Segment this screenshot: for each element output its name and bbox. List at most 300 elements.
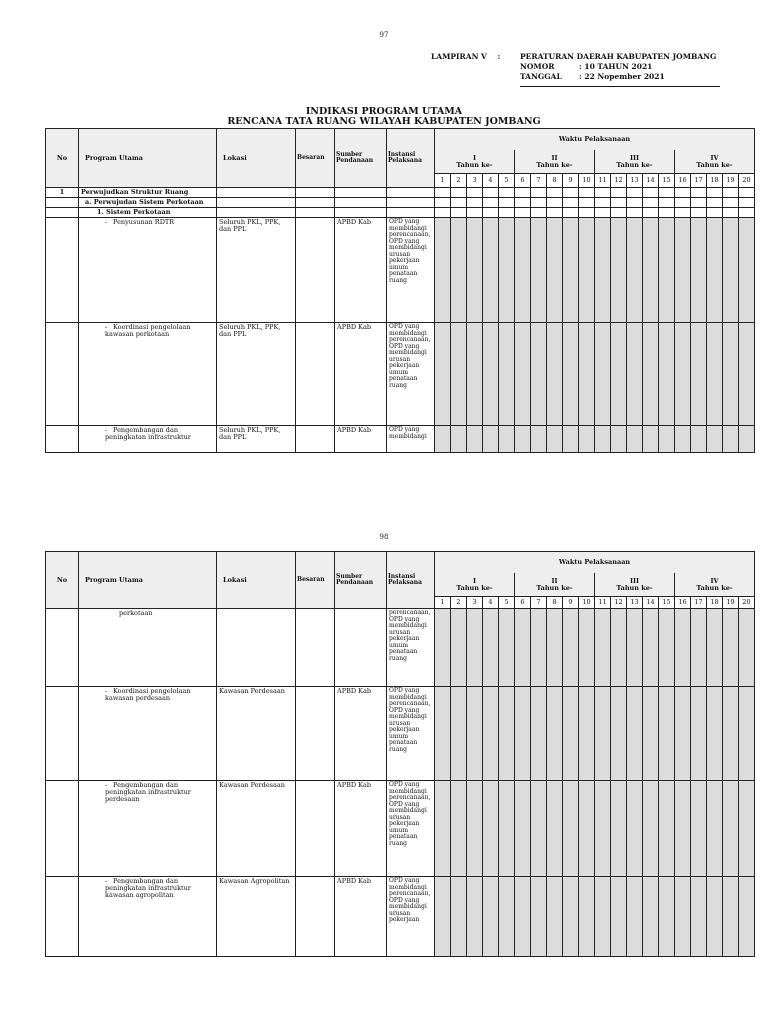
year-cell [547,781,563,877]
header-year-5: 5 [499,174,515,188]
year-cell [531,781,547,877]
phase-roman: III [629,577,640,586]
year-cell [547,609,563,687]
cell-sumber: APBD Kab [335,426,387,453]
cell-besaran [296,218,335,323]
year-cell [707,426,723,453]
year-cell [707,208,723,218]
year-cell [547,208,563,218]
cell-lokasi: Seluruh PKL, PPK, dan PPL [217,218,296,323]
header-year-13: 13 [627,597,643,609]
bullet-dash: - [105,218,108,226]
year-cell [739,687,755,781]
phase-label: Tahun ke- [696,161,733,170]
year-cell [723,188,739,198]
cell-sumber: APBD Kab [335,687,387,781]
bullet-dash: - [105,323,108,331]
year-cell [483,198,499,208]
year-cell [531,687,547,781]
year-cell [499,609,515,687]
document-title-line-1: INDIKASI PROGRAM UTAMA [305,106,463,117]
header-year-12: 12 [611,597,627,609]
cell-instansi [387,208,435,218]
year-cell [435,218,451,323]
header-year-2: 2 [451,597,467,609]
year-cell [435,687,451,781]
lampiran-underline [520,86,720,87]
year-cell [515,687,531,781]
year-cell [467,609,483,687]
header-year-19: 19 [723,597,739,609]
header-phase-3 [595,573,675,597]
table-row [46,323,755,426]
year-cell [675,218,691,323]
year-cell [675,323,691,426]
header-instansi-pelaksana: Instansi Pelaksana [387,129,435,188]
year-cell [451,687,467,781]
year-cell [435,208,451,218]
year-cell [451,323,467,426]
cell-sumber: APBD Kab [335,218,387,323]
year-cell [659,781,675,877]
cell-sumber [335,208,387,218]
year-cell [675,781,691,877]
year-cell [627,208,643,218]
year-cell [515,208,531,218]
year-cell [499,188,515,198]
year-cell [643,687,659,781]
header-program: Program Utama [79,129,217,188]
cell-sumber: APBD Kab [335,781,387,877]
cell-besaran [296,426,335,453]
cell-besaran [296,781,335,877]
header-year-8: 8 [547,597,563,609]
year-cell [723,609,739,687]
year-cell [659,198,675,208]
year-cell [611,426,627,453]
header-year-20: 20 [739,174,755,188]
phase-label: Tahun ke- [616,584,653,593]
program-text: Koordinasi pengelolaan kawasan perdesaan [105,687,191,702]
year-cell [707,188,723,198]
cell-no [46,323,79,426]
cell-program [79,687,217,781]
year-cell [675,188,691,198]
cell-program [79,218,217,323]
cell-besaran [296,208,335,218]
year-cell [435,198,451,208]
header-year-16: 16 [675,174,691,188]
cell-no: 1 [46,188,79,198]
header-year-20: 20 [739,597,755,609]
year-cell [691,188,707,198]
cell-lokasi: Kawasan Agropolitan [217,877,296,957]
year-cell [595,323,611,426]
header-year-19: 19 [723,174,739,188]
year-cell [643,323,659,426]
header-year-17: 17 [691,597,707,609]
program-table-page-97 [45,128,755,453]
header-phase-3 [595,150,675,174]
header-year-4: 4 [483,597,499,609]
year-cell [707,781,723,877]
year-cell [643,198,659,208]
year-cell [643,877,659,957]
cell-instansi [387,198,435,208]
year-cell [595,877,611,957]
header-year-5: 5 [499,597,515,609]
cell-instansi: OPD yang membidangi perencanaan, OPD yang membidangi urusan pekerjaan umum penataan ruang [387,781,435,877]
year-cell [659,877,675,957]
cell-besaran [296,609,335,687]
year-cell [579,609,595,687]
year-cell [611,198,627,208]
year-cell [675,208,691,218]
cell-sumber [335,188,387,198]
bullet-dash: - [105,781,108,789]
header-no: No [46,129,79,188]
year-cell [723,218,739,323]
section-row [46,198,755,208]
program-text: Pengembangan dan peningkatan infrastruktur kawasan agropolitan [105,877,191,899]
header-besaran: Besaran [296,552,335,609]
year-cell [547,198,563,208]
bullet-dash: - [105,877,108,885]
program-text: Penyusunan RDTR [113,218,175,226]
header-year-15: 15 [659,174,675,188]
year-cell [739,426,755,453]
cell-lokasi [217,198,296,208]
year-cell [515,323,531,426]
year-cell [643,208,659,218]
cell-no [46,426,79,453]
nomor-value: : 10 TAHUN 2021 [579,62,653,71]
year-cell [563,198,579,208]
cell-instansi [387,188,435,198]
year-cell [451,781,467,877]
year-cell [739,208,755,218]
year-cell [611,188,627,198]
year-cell [643,781,659,877]
year-cell [435,609,451,687]
year-cell [739,781,755,877]
header-phase-2 [515,573,595,597]
cell-lokasi: Seluruh PKL, PPK, dan PPL [217,426,296,453]
year-cell [515,188,531,198]
header-phase-1 [435,150,515,174]
year-cell [451,609,467,687]
lampiran-row-2 [431,62,731,72]
year-cell [627,188,643,198]
phase-roman: I [472,154,477,163]
year-cell [515,877,531,957]
year-cell [467,426,483,453]
year-cell [627,218,643,323]
cell-besaran [296,198,335,208]
table-row [46,877,755,957]
year-cell [499,323,515,426]
year-cell [547,188,563,198]
year-cell [579,781,595,877]
cell-sumber: APBD Kab [335,323,387,426]
header-year-11: 11 [595,174,611,188]
cell-lokasi: Kawasan Perdesaan [217,687,296,781]
year-cell [435,877,451,957]
cell-no [46,208,79,218]
cell-lokasi [217,609,296,687]
year-cell [579,877,595,957]
year-cell [643,426,659,453]
header-year-9: 9 [563,174,579,188]
header-besaran: Besaran [296,129,335,188]
year-cell [483,188,499,198]
year-cell [563,426,579,453]
phase-label: Tahun ke- [696,584,733,593]
year-cell [611,609,627,687]
table-row [46,426,755,453]
header-year-18: 18 [707,174,723,188]
table-row [46,218,755,323]
year-cell [579,208,595,218]
year-cell [547,218,563,323]
year-cell [531,188,547,198]
section-title: a. Perwujudan Sistem Perkotaan [79,198,217,208]
year-cell [451,218,467,323]
cell-program [79,877,217,957]
year-cell [531,877,547,957]
year-cell [467,781,483,877]
year-cell [499,687,515,781]
year-cell [675,198,691,208]
year-cell [563,877,579,957]
year-cell [691,687,707,781]
year-cell [723,323,739,426]
tanggal-label: TANGGAL [520,72,562,81]
year-cell [643,188,659,198]
year-cell [483,609,499,687]
header-waktu-pelaksanaan: Waktu Pelaksanaan [435,552,755,573]
lampiran-label: LAMPIRAN V : [431,52,501,61]
cell-besaran [296,687,335,781]
year-cell [467,208,483,218]
program-text: Pengembangan dan peningkatan infrastruktur [105,426,191,441]
nomor-label: NOMOR [520,62,555,71]
header-waktu-pelaksanaan: Waktu Pelaksanaan [435,129,755,150]
page-number-98: 98 [379,533,389,541]
year-cell [579,426,595,453]
year-cell [675,877,691,957]
year-cell [531,218,547,323]
header-year-2: 2 [451,174,467,188]
year-cell [723,781,739,877]
year-cell [563,218,579,323]
year-cell [499,198,515,208]
header-phase-1 [435,573,515,597]
regulation-name: PERATURAN DAERAH KABUPATEN JOMBANG [520,52,717,61]
year-cell [723,687,739,781]
cell-program [79,609,217,687]
year-cell [691,426,707,453]
year-cell [483,218,499,323]
header-year-1: 1 [435,597,451,609]
tanggal-value: : 22 Nopember 2021 [579,72,665,81]
cell-no [46,198,79,208]
header-year-14: 14 [643,597,659,609]
year-cell [659,218,675,323]
bullet-dash: - [105,687,108,695]
cell-lokasi [217,188,296,198]
year-cell [691,208,707,218]
year-cell [467,188,483,198]
header-year-15: 15 [659,597,675,609]
cell-instansi: OPD yang membidangi perencanaan, OPD yang membidangi urusan pekerjaan [387,877,435,957]
header-year-11: 11 [595,597,611,609]
phase-label: Tahun ke- [616,161,653,170]
header-year-10: 10 [579,174,595,188]
year-cell [739,198,755,208]
lampiran-row-1 [431,52,731,62]
year-cell [627,426,643,453]
year-cell [707,218,723,323]
year-cell [515,218,531,323]
year-cell [627,323,643,426]
year-cell [451,198,467,208]
phase-roman: IV [710,577,719,586]
year-cell [467,218,483,323]
year-cell [707,198,723,208]
program-text: Pengembangan dan peningkatan infrastruktur perdesaan [105,781,191,803]
year-cell [691,323,707,426]
cell-besaran [296,877,335,957]
year-cell [563,323,579,426]
header-lokasi: Lokasi [217,552,296,609]
year-cell [499,218,515,323]
year-cell [563,781,579,877]
year-cell [531,323,547,426]
header-year-6: 6 [515,174,531,188]
year-cell [691,781,707,877]
program-text: Koordinasi pengelolaan kawasan perkotaan [105,323,191,338]
year-cell [659,426,675,453]
year-cell [707,687,723,781]
year-cell [563,188,579,198]
header-sumber-pendanaan: Sumber Pendanaan [335,129,387,188]
year-cell [611,218,627,323]
year-cell [467,198,483,208]
year-cell [739,323,755,426]
phase-roman: II [551,577,558,586]
phase-roman: IV [710,154,719,163]
cell-besaran [296,323,335,426]
year-cell [595,687,611,781]
year-cell [515,609,531,687]
year-cell [643,218,659,323]
year-cell [659,323,675,426]
year-cell [579,687,595,781]
cell-sumber: APBD Kab [335,877,387,957]
year-cell [499,877,515,957]
year-cell [739,609,755,687]
header-no: No [46,552,79,609]
year-cell [579,218,595,323]
year-cell [723,426,739,453]
year-cell [675,687,691,781]
bullet-dash: - [105,426,108,434]
year-cell [547,877,563,957]
year-cell [691,877,707,957]
year-cell [483,877,499,957]
year-cell [611,781,627,877]
header-year-14: 14 [643,174,659,188]
cell-lokasi: Seluruh PKL, PPK, dan PPL [217,323,296,426]
year-cell [675,426,691,453]
year-cell [707,609,723,687]
year-cell [595,218,611,323]
cell-lokasi [217,208,296,218]
year-cell [595,208,611,218]
year-cell [547,426,563,453]
year-cell [515,426,531,453]
header-program: Program Utama [79,552,217,609]
header-year-1: 1 [435,174,451,188]
year-cell [467,877,483,957]
year-cell [595,609,611,687]
year-cell [659,188,675,198]
year-cell [547,687,563,781]
header-phase-4 [675,573,755,597]
year-cell [627,781,643,877]
year-cell [659,609,675,687]
header-year-8: 8 [547,174,563,188]
year-cell [627,198,643,208]
year-cell [515,198,531,208]
header-lokasi: Lokasi [217,129,296,188]
program-table-page-98 [45,551,755,957]
year-cell [691,198,707,208]
section-row [46,208,755,218]
year-cell [723,877,739,957]
header-year-12: 12 [611,174,627,188]
year-cell [627,609,643,687]
phase-label: Tahun ke- [536,584,573,593]
cell-program [79,323,217,426]
header-year-7: 7 [531,174,547,188]
year-cell [595,781,611,877]
cell-instansi: perencanaan, OPD yang membidangi urusan pekerjaan umum penataan ruang [387,609,435,687]
cell-program [79,426,217,453]
header-year-3: 3 [467,174,483,188]
section-title: 1. Sistem Perkotaan [79,208,217,218]
year-cell [723,198,739,208]
header-year-17: 17 [691,174,707,188]
header-instansi-pelaksana: Instansi Pelaksana [387,552,435,609]
header-phase-4 [675,150,755,174]
year-cell [483,208,499,218]
year-cell [579,323,595,426]
header-year-13: 13 [627,174,643,188]
year-cell [499,208,515,218]
year-cell [707,323,723,426]
page-number-97: 97 [379,31,389,39]
phase-roman: II [551,154,558,163]
header-year-16: 16 [675,597,691,609]
cell-instansi: OPD yang membidangi perencanaan, OPD yang membidangi urusan pekerjaan umum penataan ruang [387,687,435,781]
cell-instansi: OPD yang membidangi perencanaan, OPD yang membidangi urusan pekerjaan umum penataan ruang [387,323,435,426]
cell-besaran [296,188,335,198]
year-cell [435,323,451,426]
year-cell [643,609,659,687]
year-cell [627,687,643,781]
